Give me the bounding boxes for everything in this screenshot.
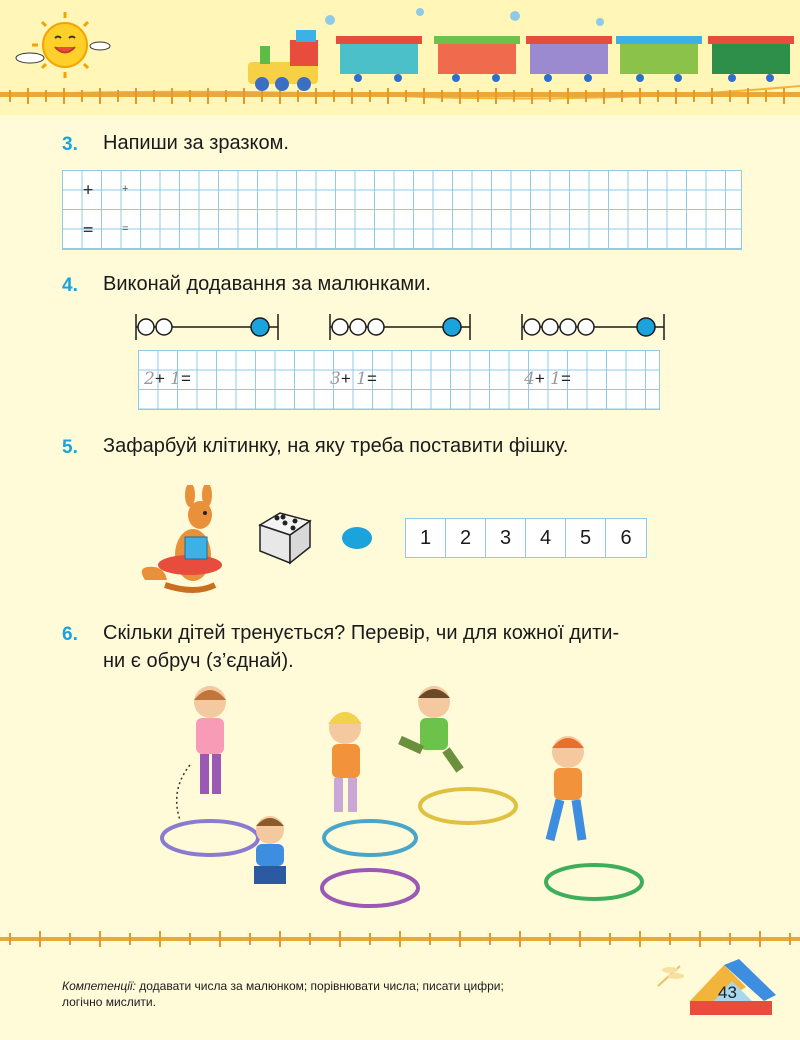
task-number: 3. — [62, 134, 78, 155]
competencies-text-line2: логічно мислити. — [62, 995, 156, 1009]
sample-plus: + — [83, 180, 94, 200]
kangaroo-illustration — [135, 485, 235, 595]
header-decoration — [0, 0, 800, 115]
dice-icon — [255, 505, 315, 565]
number-cells — [405, 518, 647, 558]
number-cell[interactable]: 3 — [486, 519, 526, 557]
sample-equals: = — [83, 220, 94, 240]
dotted-plus-sample: + — [122, 183, 130, 195]
dotted-equals-sample: = — [122, 223, 130, 235]
number-cell[interactable]: 4 — [526, 519, 566, 557]
game-chip-icon — [340, 525, 374, 551]
number-cell[interactable]: 5 — [566, 519, 606, 557]
task-number: 4. — [62, 275, 78, 296]
number-line-figures — [130, 310, 670, 344]
task-instruction: Напиши за зразком. — [103, 132, 289, 154]
competencies-label: Компетенції: — [62, 979, 136, 993]
task-instruction-line1: Скільки дітей тренується? Перевір, чи для кожної дити- — [103, 622, 620, 644]
children-hoops-illustration — [150, 680, 670, 920]
addition-grid — [138, 350, 660, 410]
task-number: 5. — [62, 437, 78, 458]
expression-2: 3+ 1= — [330, 369, 377, 389]
page-number: 43 — [718, 983, 737, 1002]
number-cell[interactable]: 2 — [446, 519, 486, 557]
number-cell[interactable]: 6 — [620, 526, 632, 549]
footer-grass — [0, 925, 800, 955]
expression-3: 4+ 1= — [524, 369, 571, 389]
task-number: 6. — [62, 624, 78, 645]
task-instruction-line2: ни є обруч (з’єднай). — [103, 650, 294, 672]
competencies-note — [62, 978, 622, 1010]
writing-grid — [62, 170, 742, 250]
competencies-text: додавати числа за малюнком; порівнювати числа; писати цифри; — [135, 979, 504, 993]
expression-1: 2+ 1= — [144, 369, 191, 389]
number-cell[interactable]: 1 — [406, 519, 446, 557]
task-instruction: Виконай додавання за малюнками. — [103, 273, 431, 295]
task-instruction: Зафарбуй клітинку, на яку треба поставити фішку. — [103, 435, 569, 457]
